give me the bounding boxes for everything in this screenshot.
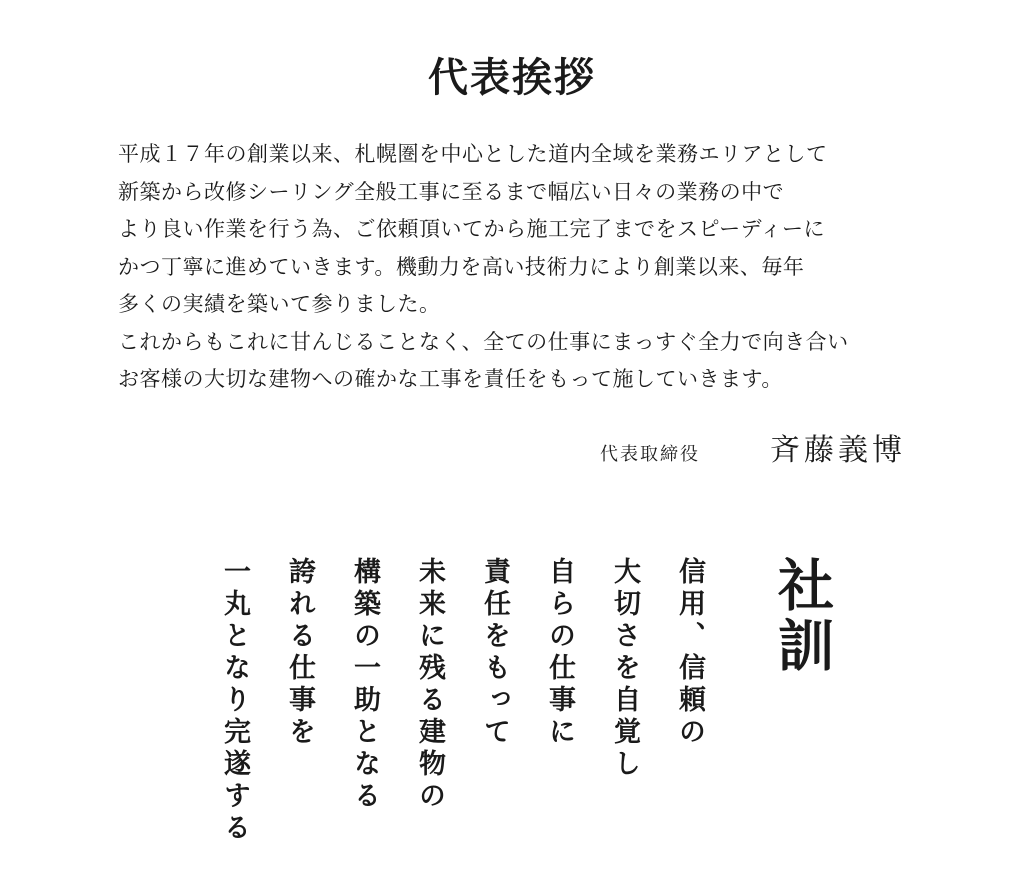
- message-line: 多くの実績を築いて参りました。: [118, 292, 441, 316]
- signature-role: 代表取締役: [600, 444, 700, 465]
- message-line: 平成１７年の創業以来、札幌圏を中心とした道内全域を業務エリアとして: [118, 142, 828, 166]
- creed-text: [184, 557, 704, 857]
- message-line: お客様の大切な建物への確かな工事を責任をもって施していきます。: [118, 367, 783, 391]
- message-line: 新築から改修シーリング全般工事に至るまで幅広い日々の業務の中で: [118, 179, 785, 204]
- message-line: かつ丁寧に進めていきます。機動力を高い技術力により創業以来、毎年: [118, 254, 805, 279]
- page-title: 代表挨拶: [428, 54, 596, 101]
- creed-line: 大切さを自覚し: [609, 557, 640, 781]
- creed-line: 構築の一助となる: [349, 557, 380, 813]
- signature-name: 斉藤義博: [770, 433, 906, 468]
- signature: [600, 425, 906, 469]
- creed-line: 一丸となり完遂する: [219, 557, 250, 845]
- message-line: より良い作業を行う為、ご依頼頂いてから施工完了までをスピーディーに: [118, 217, 825, 241]
- creed-line: 信用、信頼の: [674, 557, 705, 749]
- creed-line: 誇れる仕事を: [284, 557, 315, 749]
- creed-heading: 社訓: [769, 556, 835, 676]
- creed-line: 自らの仕事に: [544, 557, 575, 749]
- creed-line: 未来に残る建物の: [414, 557, 445, 813]
- creed-line: 責任をもって: [479, 557, 510, 749]
- message-line: これからもこれに甘んじることなく、全ての仕事にまっすぐ全力で向き合い: [118, 329, 849, 354]
- greeting-message: [118, 136, 918, 399]
